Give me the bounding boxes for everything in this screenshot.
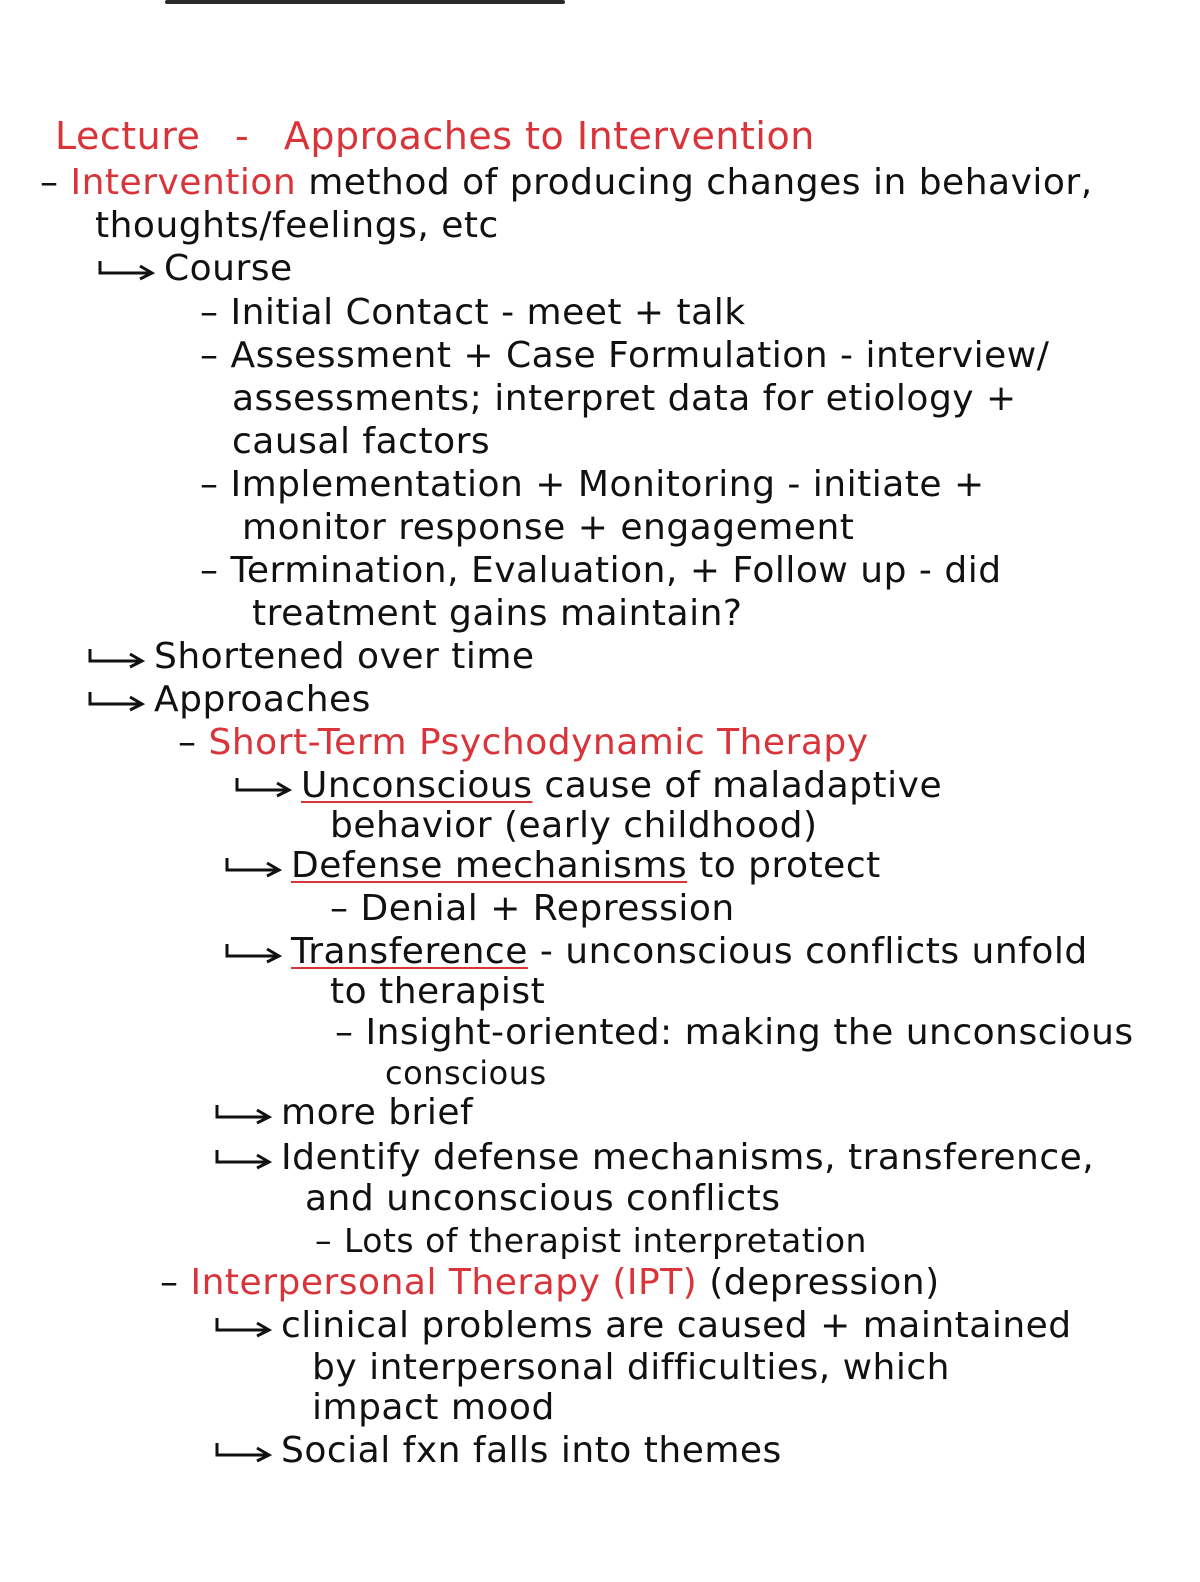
unconscious-rest: cause of maladaptive [544, 765, 943, 806]
title-lecture: Lecture [55, 114, 201, 158]
identify-text: Identify defense mechanisms, transference, [281, 1137, 1095, 1178]
approaches-heading [88, 679, 371, 721]
arrow-icon [88, 690, 146, 712]
denial-text: Denial + Repression [360, 888, 735, 929]
arrow-icon [225, 856, 283, 878]
intervention-def-cont: thoughts/feelings, etc [95, 205, 499, 246]
ipt-heading [160, 1262, 940, 1304]
dash-icon: – [200, 550, 219, 591]
ipt-note: (depression) [709, 1262, 940, 1303]
course-item-1 [200, 292, 746, 334]
intervention-term: Intervention [70, 162, 297, 203]
shortened-line [88, 636, 535, 678]
social-text: Social fxn falls into themes [281, 1430, 782, 1471]
dash-icon: – [330, 888, 349, 929]
lecture-title [55, 115, 815, 157]
course-item-2-cont2: causal factors [232, 421, 491, 462]
defense-term: Defense mechanisms [291, 845, 688, 886]
course-item-2 [200, 335, 1049, 377]
course-item-3 [200, 464, 985, 506]
stpt-heading [178, 722, 869, 764]
course-item-1-text: Initial Contact - meet + talk [230, 292, 746, 333]
defense-rest: to protect [699, 845, 881, 886]
transference-line [225, 931, 1088, 973]
course-item-2-cont1: assessments; interpret data for etiology + [232, 378, 1017, 419]
lots-line [315, 1220, 867, 1262]
course-label: Course [164, 248, 293, 289]
course-item-4-text: Termination, Evaluation, + Follow up - did [230, 550, 1002, 591]
more-brief-text: more brief [281, 1092, 474, 1133]
arrow-icon [88, 647, 146, 669]
stpt-title: Short-Term Psychodynamic Therapy [208, 722, 869, 763]
dash-icon: – [178, 722, 197, 763]
clinical-line [215, 1305, 1072, 1347]
arrow-icon [215, 1441, 273, 1463]
insight-text: Insight-oriented: making the unconscious [365, 1012, 1134, 1053]
identify-cont: and unconscious conflicts [305, 1178, 781, 1219]
arrow-icon [215, 1103, 273, 1125]
page-top-edge [165, 0, 565, 4]
course-item-4 [200, 550, 1002, 592]
social-line [215, 1430, 782, 1472]
dash-icon: – [315, 1221, 332, 1260]
course-item-2-text: Assessment + Case Formulation - interview/ [230, 335, 1050, 376]
insight-line [335, 1012, 1134, 1054]
course-item-4-cont: treatment gains maintain? [252, 593, 743, 634]
shortened-text: Shortened over time [154, 636, 535, 677]
insight-cont: conscious [385, 1054, 547, 1092]
arrow-icon [215, 1316, 273, 1338]
dash-icon: – [40, 162, 59, 203]
title-topic: Approaches to Intervention [283, 114, 815, 158]
defense-line [225, 845, 881, 887]
unconscious-term: Unconscious [301, 765, 533, 806]
arrow-icon [225, 942, 283, 964]
dash-icon: – [200, 335, 219, 376]
course-item-3-cont: monitor response + engagement [242, 507, 855, 548]
transference-cont: to therapist [330, 971, 546, 1012]
course-item-3-text: Implementation + Monitoring - initiate + [230, 464, 985, 505]
dash-icon: – [160, 1262, 179, 1303]
dash-icon: – [200, 292, 219, 333]
unconscious-cont: behavior (early childhood) [330, 805, 818, 846]
title-dash: - [235, 114, 250, 158]
intervention-def: method of producing changes in behavior, [308, 162, 1093, 203]
arrow-icon [235, 776, 293, 798]
identify-line [215, 1137, 1094, 1179]
denial-line [330, 888, 735, 930]
intervention-line [40, 162, 1093, 204]
arrow-icon [98, 259, 156, 281]
dash-icon: – [335, 1012, 354, 1053]
lots-text: Lots of therapist interpretation [344, 1221, 867, 1260]
more-brief-line [215, 1092, 473, 1134]
course-heading [98, 248, 293, 290]
clinical-text: clinical problems are caused + maintained [281, 1305, 1072, 1346]
transference-rest: - unconscious conflicts unfold [539, 931, 1088, 972]
ipt-title: Interpersonal Therapy (IPT) [190, 1262, 698, 1303]
dash-icon: – [200, 464, 219, 505]
unconscious-line [235, 765, 942, 807]
approaches-text: Approaches [154, 679, 371, 720]
arrow-icon [215, 1148, 273, 1170]
clinical-cont1: by interpersonal difficulties, which [312, 1347, 950, 1388]
clinical-cont2: impact mood [312, 1387, 555, 1428]
transference-term: Transference [291, 931, 528, 972]
